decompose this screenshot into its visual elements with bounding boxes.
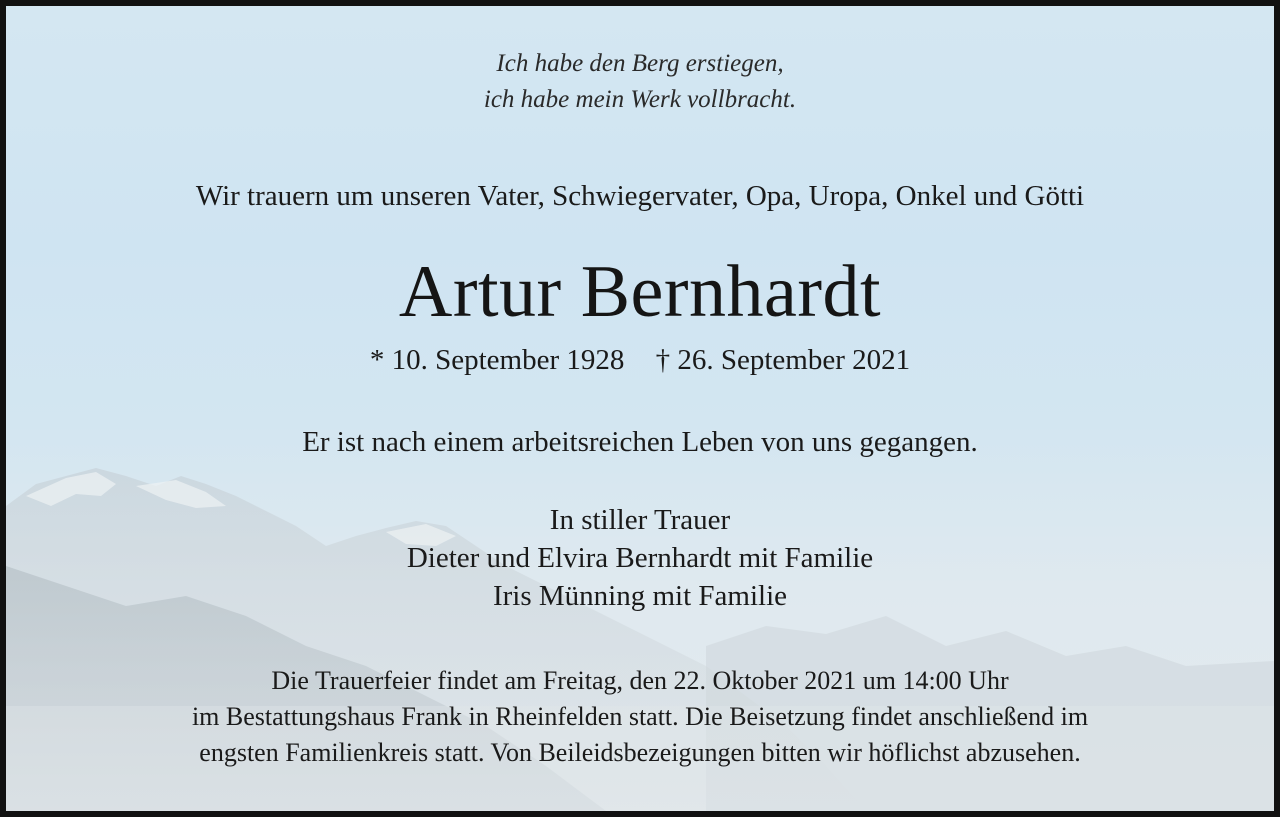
life-dates [6, 344, 1274, 377]
quote-line-2: ich habe mein Werk vollbracht. [483, 86, 797, 113]
ceremony-line-2: im Bestattungshaus Frank in Rheinfelden statt. Die Beisetzung findet anschließend im [191, 702, 1089, 731]
statement-text: Er ist nach einem arbeitsreichen Leben von uns gegangen. [302, 426, 978, 458]
intro-text: Wir trauern um unseren Vater, Schwiegervater, Opa, Uropa, Onkel und Götti [195, 180, 1085, 212]
mourners-heading: In stiller Trauer [549, 504, 731, 536]
ceremony-line-3: engsten Familienkreis statt. Von Beileidsbezeigungen bitten wir höflichst abzusehen. [199, 738, 1081, 767]
notice-content [6, 6, 1274, 811]
quote-line-1: Ich habe den Berg erstiegen, [496, 50, 784, 77]
mourners-family-2: Iris Münning mit Familie [492, 580, 788, 612]
birth-date: * 10. September 1928 [369, 344, 625, 376]
ceremony-line-1: Die Trauerfeier findet am Freitag, den 22. Oktober 2021 um 14:00 Uhr [271, 666, 1009, 695]
mourners-family-1: Dieter und Elvira Bernhardt mit Familie [406, 542, 874, 574]
death-date: † 26. September 2021 [655, 344, 911, 376]
deceased-name: Artur Bernhardt [398, 251, 882, 333]
